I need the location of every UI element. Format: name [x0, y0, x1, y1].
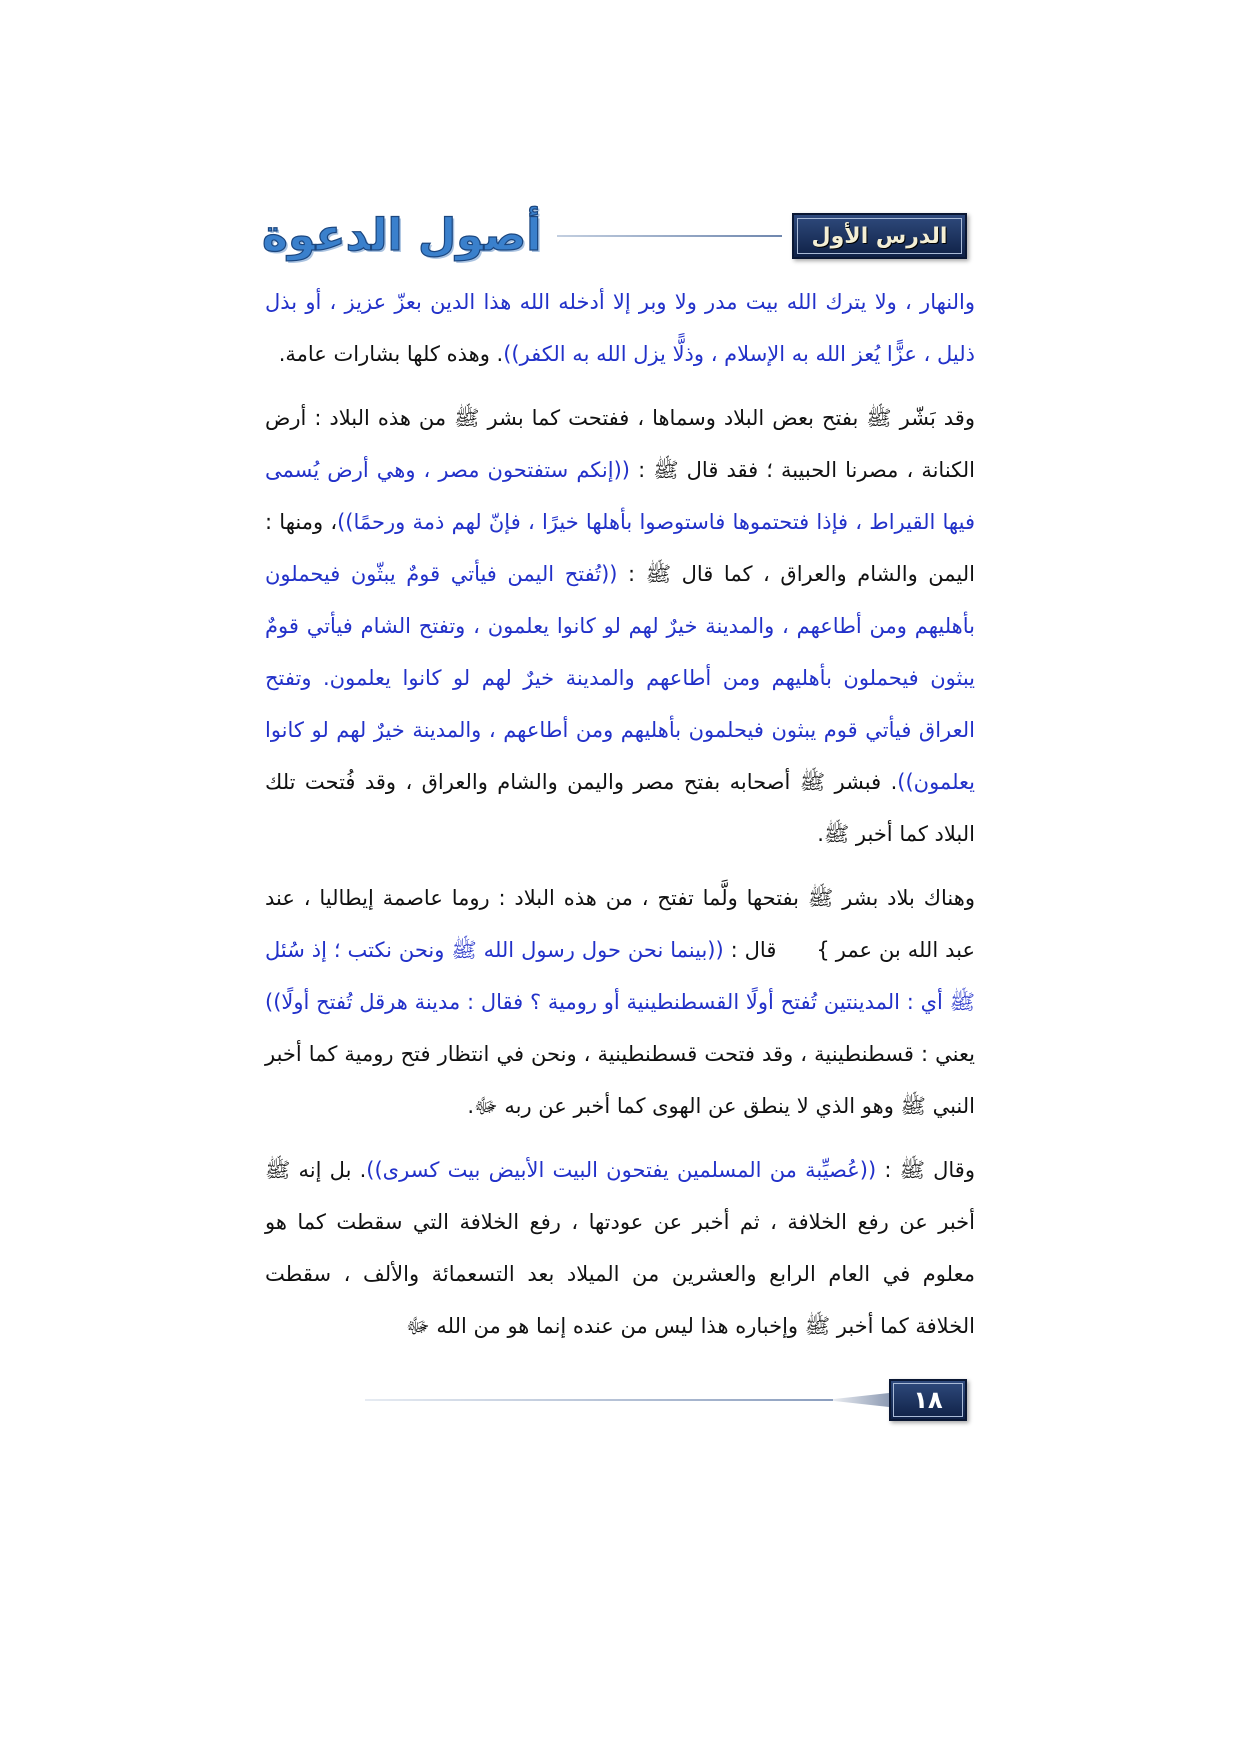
footer-divider-shadow — [833, 1393, 889, 1407]
page-number: ١٨ — [913, 1386, 943, 1414]
body-text-run: ، ومنها : اليمن والشام والعراق ، كما قال ﷺ : — [265, 510, 975, 586]
paragraph-3 — [265, 872, 975, 1132]
hadith-quote: والنهار ، ولا يترك الله بيت مدر ولا وبر إلا أدخله الله هذا الدين بعزّ عزيز ، أو بذل ذليل ، عزًّا يُعز الله به الإسلام ، وذلًّا يزل الله به الكفر)) — [265, 290, 975, 366]
page-footer — [265, 1378, 967, 1422]
body-text-run: قال : — [723, 938, 777, 962]
lesson-badge — [792, 213, 967, 259]
page-number-frame — [893, 1383, 963, 1417]
body-text-column — [265, 276, 975, 1422]
lesson-label: الدرس الأول — [811, 223, 948, 249]
honorific-symbol: { — [816, 938, 830, 962]
body-text-run: . فبشر ﷺ أصحابه بفتح مصر واليمن والشام والعراق ، وقد فُتحت تلك البلاد كما أخبر ﷺ. — [265, 770, 975, 846]
page-header — [262, 206, 967, 266]
footer-divider — [365, 1399, 833, 1401]
paragraph-2 — [265, 392, 975, 860]
body-text-run: وهناك بلاد بشر ﷺ بفتحها ولَّما تفتح ، من هذه البلاد : روما عاصمة إيطاليا ، عند عبد الله بن عمر — [265, 886, 976, 962]
paragraph-1 — [265, 276, 975, 380]
book-title: أصول الدعوة — [262, 210, 542, 261]
hadith-quote: ((إنكم ستفتحون مصر ، وهي أرض يُسمى فيها القيراط ، فإذا فتحتموها فاستوصوا بأهلها خيرًا ، فإنّ لهم ذمة ورحمًا)) — [265, 458, 975, 534]
lesson-badge-frame — [797, 218, 962, 254]
body-text-run: . بل إنه ﷺ أخبر عن رفع الخلافة ، ثم أخبر عن عودتها ، رفع الخلافة التي سقطت كما هو معلوم في العام الرابع والعشرين من الميلاد بعد التسعمائة والألف ، سقطت الخلافة كما أخبر ﷺ وإخباره هذا ليس من عنده إنما هو من الله ﷻ — [265, 1158, 975, 1338]
paragraph-4 — [265, 1144, 975, 1352]
hadith-quote: ((عُصيِّبة من المسلمين يفتحون البيت الأبيض بيت كسرى)) — [366, 1158, 877, 1182]
hadith-quote: ((بينما نحن حول رسول الله ﷺ ونحن نكتب ؛ إذ سُئل ﷺ أي : المدينتين تُفتح أولًا القسطنطينية أو رومية ؟ فقال : مدينة هرقل تُفتح أولًا)) — [265, 938, 975, 1014]
page-number-badge — [889, 1379, 967, 1421]
body-text-run: وقد بَشّر ﷺ بفتح بعض البلاد وسماها ، ففتحت كما بشر ﷺ من هذه البلاد : أرض الكنانة ، مصرنا الحبيبة ؛ فقد قال ﷺ : — [265, 406, 976, 482]
body-text-run: . وهذه كلها بشارات عامة. — [278, 342, 504, 366]
body-text-run: يعني : قسطنطينية ، وقد فتحت قسطنطينية ، ونحن في انتظار فتح رومية كما أخبر النبي ﷺ وهو الذي لا ينطق عن الهوى كما أخبر عن ربه ﷻ. — [265, 1042, 975, 1118]
header-divider — [557, 235, 782, 237]
body-text-run: وقال ﷺ : — [876, 1158, 975, 1182]
hadith-quote: ((تُفتح اليمن فيأتي قومٌ يبثّون فيحملون بأهليهم ومن أطاعهم ، والمدينة خيرٌ لهم لو كانوا يعلمون ، وتفتح الشام فيأتي قومٌ يبثون فيحملون بأهليهم ومن أطاعهم والمدينة خيرٌ لهم لو كانوا يعلمون. وتفتح العراق فيأتي قوم يبثون فيحلمون بأهليهم ومن أطاعهم ، والمدينة خيرٌ لهم لو كانوا يعلمون)) — [265, 562, 975, 794]
